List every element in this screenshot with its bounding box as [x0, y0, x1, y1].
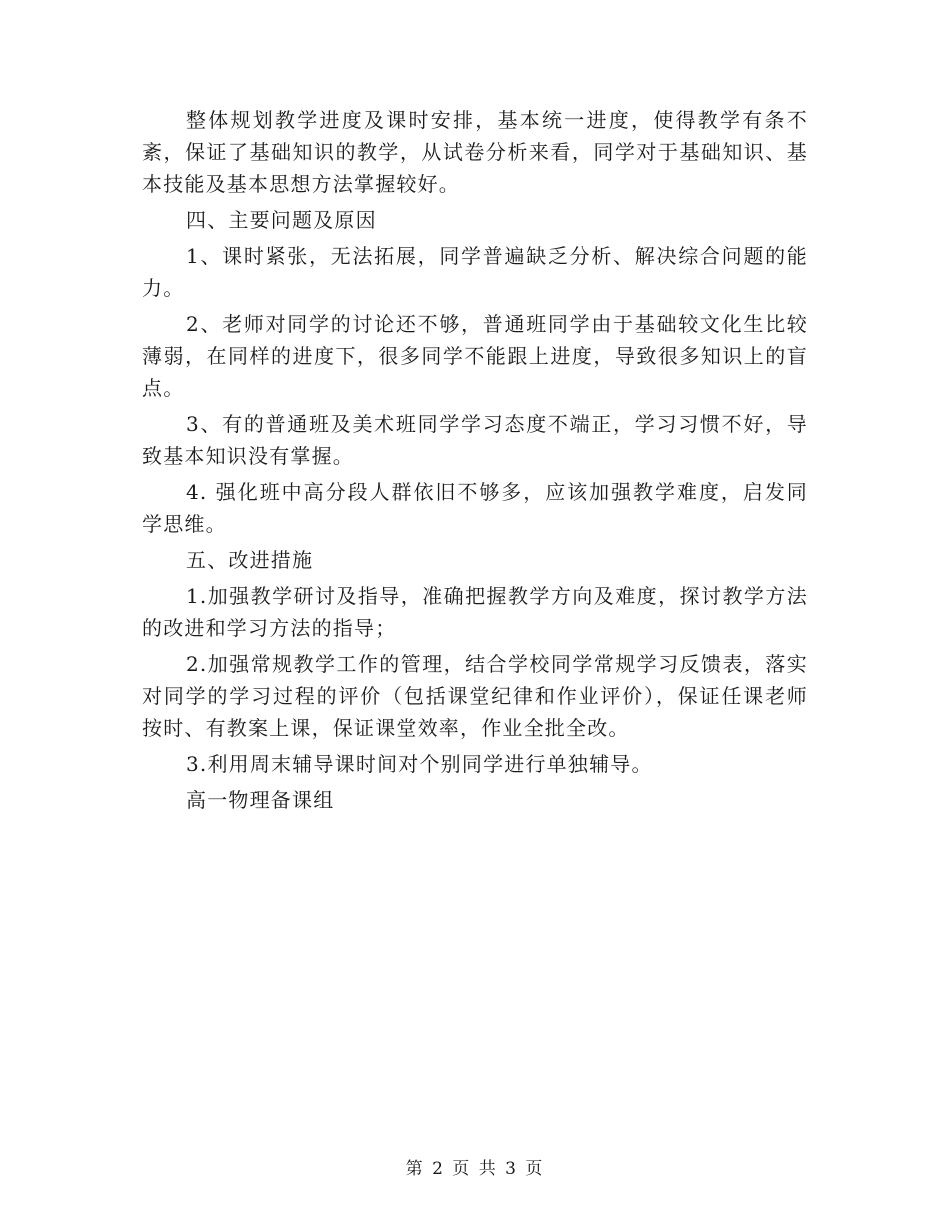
page-number-footer: 第 2 页 共 3 页	[405, 1159, 545, 1179]
section-heading-measures: 五、改进措施	[186, 548, 314, 572]
paragraph-measure-3: 3.利用周末辅导课时间对个别同学进行单独辅导。	[186, 752, 653, 776]
paragraph-problem-3: 3、有的普通班及美术班同学学习态度不端正，学习习惯不好，导致基本知识没有掌握。	[142, 412, 808, 468]
paragraph-problem-4: 4. 强化班中高分段人群依旧不够多，应该加强教学难度，启发同学思维。	[142, 480, 808, 536]
paragraph-progress-planning: 整体规划教学进度及课时安排，基本统一进度，使得教学有条不紊，保证了基础知识的教学，从试卷分析来看，同学对于基础知识、基本技能及基本思想方法掌握较好。	[142, 108, 808, 196]
paragraph-measure-2: 2.加强常规教学工作的管理，结合学校同学常规学习反馈表，落实对同学的学习过程的评价（包括课堂纪律和作业评价），保证任课老师按时、有教案上课，保证课堂效率，作业全批全改。	[142, 652, 808, 740]
document-body	[142, 104, 808, 820]
signature-group: 高一物理备课组	[186, 788, 335, 812]
section-heading-problems: 四、主要问题及原因	[186, 208, 377, 232]
paragraph-measure-1: 1.加强教学研讨及指导，准确把握教学方向及难度，探讨教学方法的改进和学习方法的指导；	[142, 584, 808, 640]
paragraph-problem-2: 2、老师对同学的讨论还不够，普通班同学由于基础较文化生比较薄弱，在同样的进度下，很多同学不能跟上进度，导致很多知识上的盲点。	[142, 312, 808, 400]
paragraph-problem-1: 1、课时紧张，无法拓展，同学普遍缺乏分析、解决综合问题的能力。	[142, 244, 808, 300]
